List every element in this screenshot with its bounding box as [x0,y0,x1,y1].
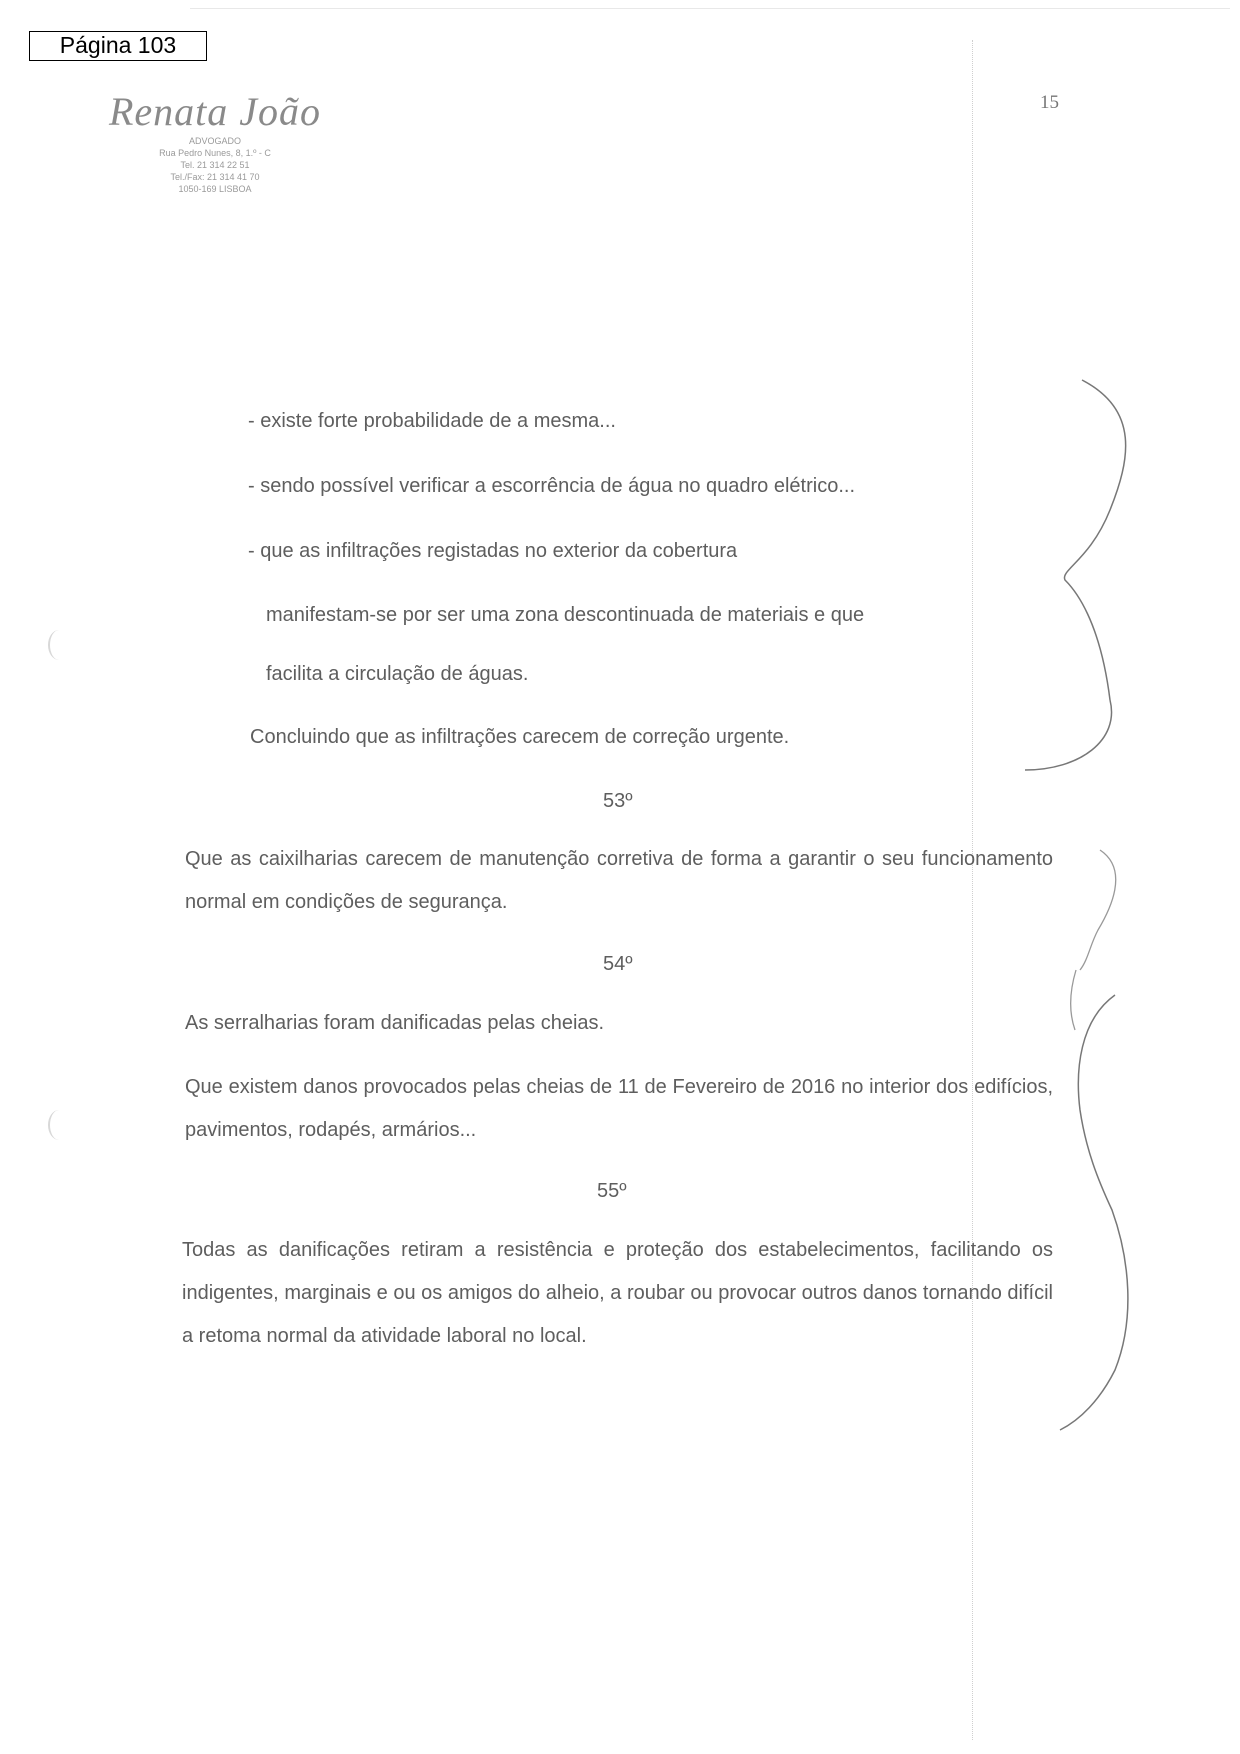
letterhead-title: ADVOGADO [188,136,241,146]
article-number: 53º [603,790,633,812]
letterhead-fax: Tel./Fax: 21 314 41 70 [170,172,260,182]
conclusion-paragraph: Concluindo que as infiltrações carecem de correção urgente. [250,726,790,748]
bullet-line: - existe forte probabilidade de a mesma... [248,410,616,432]
bullet-line: manifestam-se por ser uma zona descontinuada de materiais e que [266,604,865,626]
handwritten-brace-marks [1020,370,1160,1440]
letterhead-address: Rua Pedro Nunes, 8, 1.º - C [159,148,271,158]
page-label-stamp: Página 103 [29,31,207,61]
letterhead [100,88,330,195]
letterhead-phone: Tel. 21 314 22 51 [180,160,250,170]
letterhead-postal: 1050-169 LISBOA [178,184,252,194]
bullet-line: - que as infiltrações registadas no exterior da cobertura [248,540,738,562]
brace-mark [1060,995,1128,1430]
punch-hole [48,630,70,660]
article-paragraph: Que as caixilharias carecem de manutenção corretiva de forma a garantir o seu funcionamento normal em condições de segurança. [185,848,1053,913]
scan-edge [190,8,1230,9]
page-number: 15 [1040,92,1059,113]
brace-mark [1080,850,1116,970]
bullet-line: facilita a circulação de águas. [266,663,529,685]
article-paragraph: Todas as danificações retiram a resistência e proteção dos estabelecimentos, facilitando os indigentes, marginais e ou os amigos do alheio, a roubar ou provocar outros danos tornando difícil a retoma normal da atividade laboral no local. [182,1239,1053,1347]
brace-mark [1071,970,1076,1030]
letterhead-name: Renata João [108,89,322,134]
bullet-line: - sendo possível verificar a escorrência de água no quadro elétrico... [248,475,856,497]
brace-mark [1025,700,1112,770]
punch-hole [48,1110,70,1140]
brace-mark [1064,380,1125,700]
article-paragraph: Que existem danos provocados pelas cheias de 11 de Fevereiro de 2016 no interior dos edifícios, pavimentos, rodapés, armários... [185,1076,1053,1141]
article-number: 54º [603,953,633,975]
article-number: 55º [597,1180,627,1202]
article-paragraph: As serralharias foram danificadas pelas cheias. [185,1012,605,1034]
